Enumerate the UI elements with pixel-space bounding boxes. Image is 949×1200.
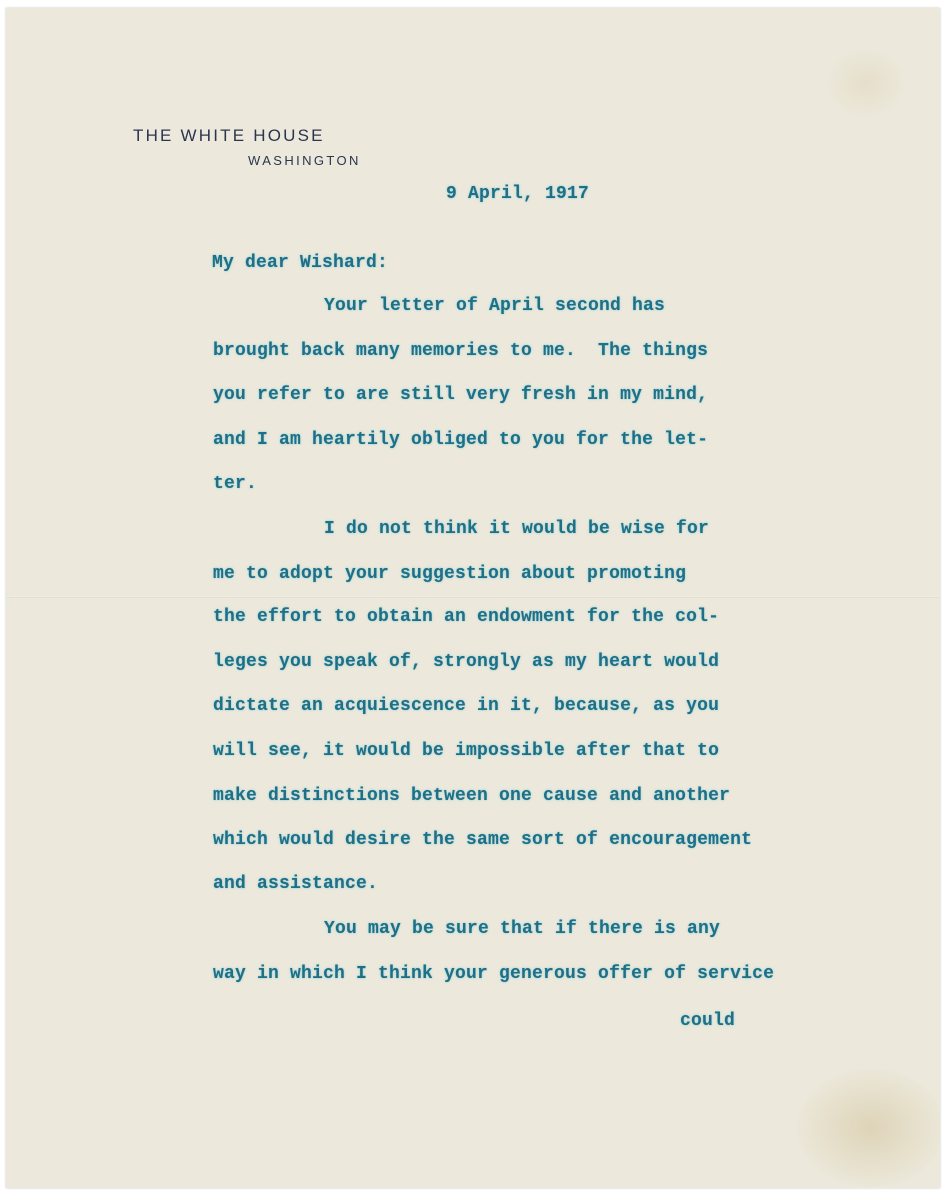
body-line: I do not think it would be wise for — [324, 519, 710, 539]
body-line: which would desire the same sort of encouragement — [213, 830, 753, 850]
body-line: You may be sure that if there is any — [324, 919, 721, 939]
letter-page — [6, 8, 940, 1188]
body-line: leges you speak of, strongly as my heart would — [213, 652, 720, 672]
body-line: and I am heartily obliged to you for the let- — [213, 430, 709, 450]
body-line: and assistance. — [213, 874, 379, 894]
body-line: dictate an acquiescence in it, because, as you — [213, 696, 720, 716]
letterhead-title: THE WHITE HOUSE — [133, 126, 325, 145]
paper-stain — [796, 1068, 940, 1188]
body-line: me to adopt your suggestion about promoting — [213, 564, 687, 584]
body-line: brought back many memories to me. The things — [213, 341, 709, 361]
body-line: make distinctions between one cause and another — [213, 786, 731, 806]
body-line: you refer to are still very fresh in my mind, — [213, 385, 709, 405]
catchword: could — [680, 1011, 736, 1031]
letterhead-city: WASHINGTON — [248, 153, 361, 168]
body-line: Your letter of April second has — [324, 296, 666, 316]
body-line: way in which I think your generous offer of service — [213, 964, 775, 984]
paper-stain — [826, 48, 906, 118]
body-line: ter. — [213, 474, 258, 494]
letter-salutation: My dear Wishard: — [212, 253, 389, 273]
paper-fold — [6, 596, 940, 598]
body-line: will see, it would be impossible after that to — [213, 741, 720, 761]
body-line: the effort to obtain an endowment for the col- — [213, 607, 720, 627]
letter-date: 9 April, 1917 — [446, 184, 590, 204]
